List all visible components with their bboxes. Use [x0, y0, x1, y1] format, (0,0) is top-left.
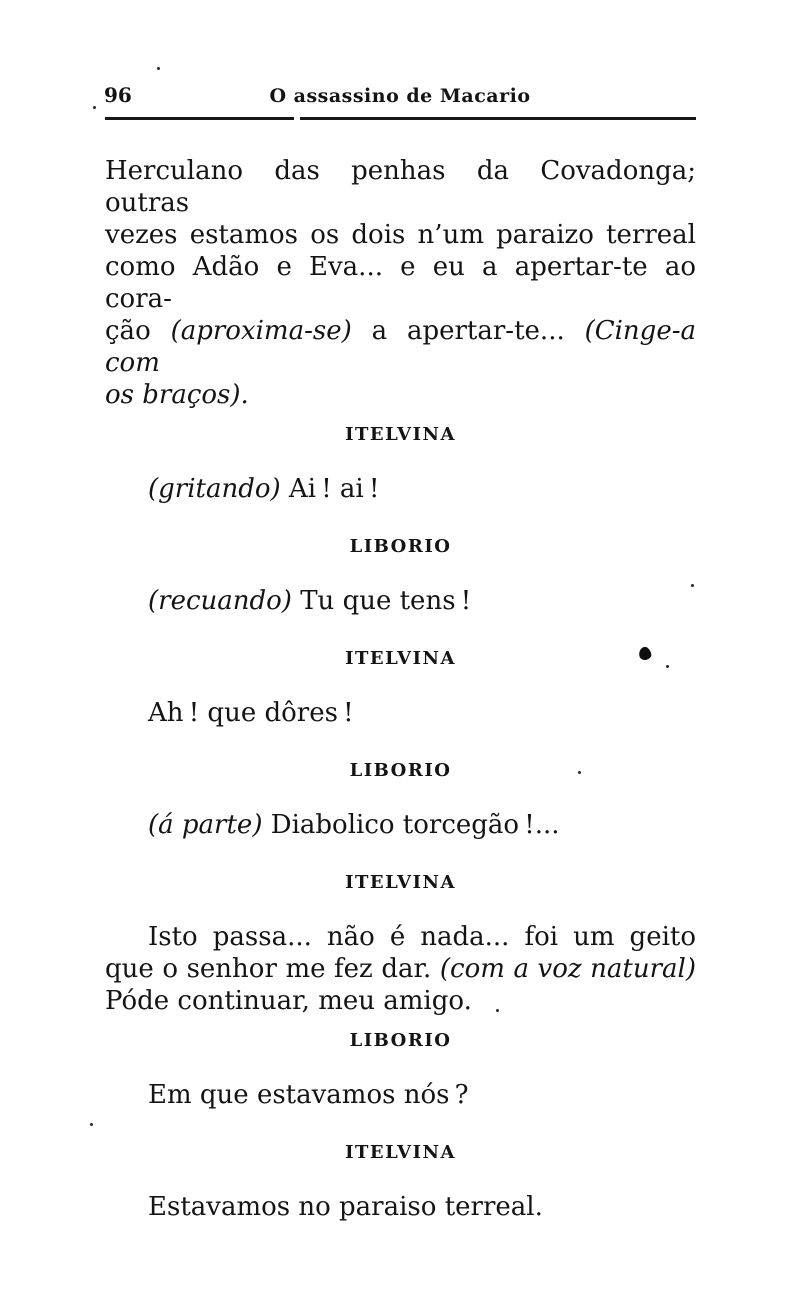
text-run: a apertar-te...: [351, 316, 585, 346]
text-run: ção: [105, 316, 171, 346]
speech-line: [105, 473, 696, 505]
speech-line: [105, 1191, 696, 1223]
text-run: Ai ! ai !: [280, 474, 380, 504]
text-run: (com a voz natural): [439, 954, 696, 984]
text-run: que o senhor me fez dar.: [105, 954, 440, 984]
paragraph-line: [105, 251, 696, 315]
text-run: (á parte): [148, 810, 263, 840]
text-run: Estavamos no paraiso terreal.: [148, 1192, 543, 1222]
text-run: Herculano das penhas da Covadonga; outras: [105, 156, 696, 218]
text-run: Póde continuar, meu amigo.: [105, 986, 472, 1016]
paragraph-line: [105, 379, 696, 411]
text-run: vezes estamos os dois n’um paraizo terreal: [105, 220, 696, 250]
paragraph-line: [105, 315, 696, 379]
speech-line: [105, 697, 696, 729]
paragraph-line: [105, 155, 696, 219]
speech-line: [105, 1079, 696, 1111]
ink-speck: [93, 106, 96, 109]
text-run: Ah ! que dôres !: [148, 698, 354, 728]
text-run: como Adão e Eva... e eu a apertar-te ao cora-: [105, 252, 696, 314]
text-run: (recuando): [148, 586, 292, 616]
header-rule-left-segment: [105, 117, 294, 120]
running-title: O assassino de Macario: [269, 85, 531, 107]
text-run: Tu que tens !: [291, 586, 472, 616]
ink-speck: [666, 665, 669, 668]
text-run: Em que estavamos nós ?: [148, 1080, 469, 1110]
text-run: Diabolico torcegão !...: [262, 810, 560, 840]
ink-speck: [90, 1123, 93, 1126]
speaker-name: ITELVINA: [345, 872, 456, 893]
ink-speck: [157, 67, 160, 70]
text-run: (aproxima-se): [170, 316, 352, 346]
paragraph: [105, 921, 696, 1017]
text-blocks: [105, 155, 696, 1223]
text-run: os braços).: [105, 380, 249, 410]
speaker-name: ITELVINA: [345, 648, 456, 669]
speech-line: [105, 809, 696, 841]
text-run: Isto passa... não é nada... foi um geito: [148, 922, 696, 952]
speaker-name: ITELVINA: [345, 424, 456, 445]
speech-line: [105, 585, 696, 617]
paragraph: [105, 155, 696, 411]
page-number: 96: [104, 83, 132, 107]
speaker-name: LIBORIO: [349, 1030, 452, 1051]
speaker-name: ITELVINA: [345, 1142, 456, 1163]
header-rule: [105, 117, 696, 120]
header-rule-right-segment: [300, 117, 696, 120]
ink-speck: [496, 1009, 499, 1012]
speaker-name: LIBORIO: [349, 536, 452, 557]
paragraph-line: [105, 921, 696, 953]
ink-speck: [691, 584, 694, 587]
text-run: (gritando): [148, 474, 281, 504]
paragraph-line: [105, 985, 696, 1017]
speaker-name: LIBORIO: [349, 760, 452, 781]
ink-speck: [578, 771, 581, 774]
paragraph-line: [105, 219, 696, 251]
text-run: (Cinge-a com: [105, 316, 696, 378]
paragraph-line: [105, 953, 696, 985]
